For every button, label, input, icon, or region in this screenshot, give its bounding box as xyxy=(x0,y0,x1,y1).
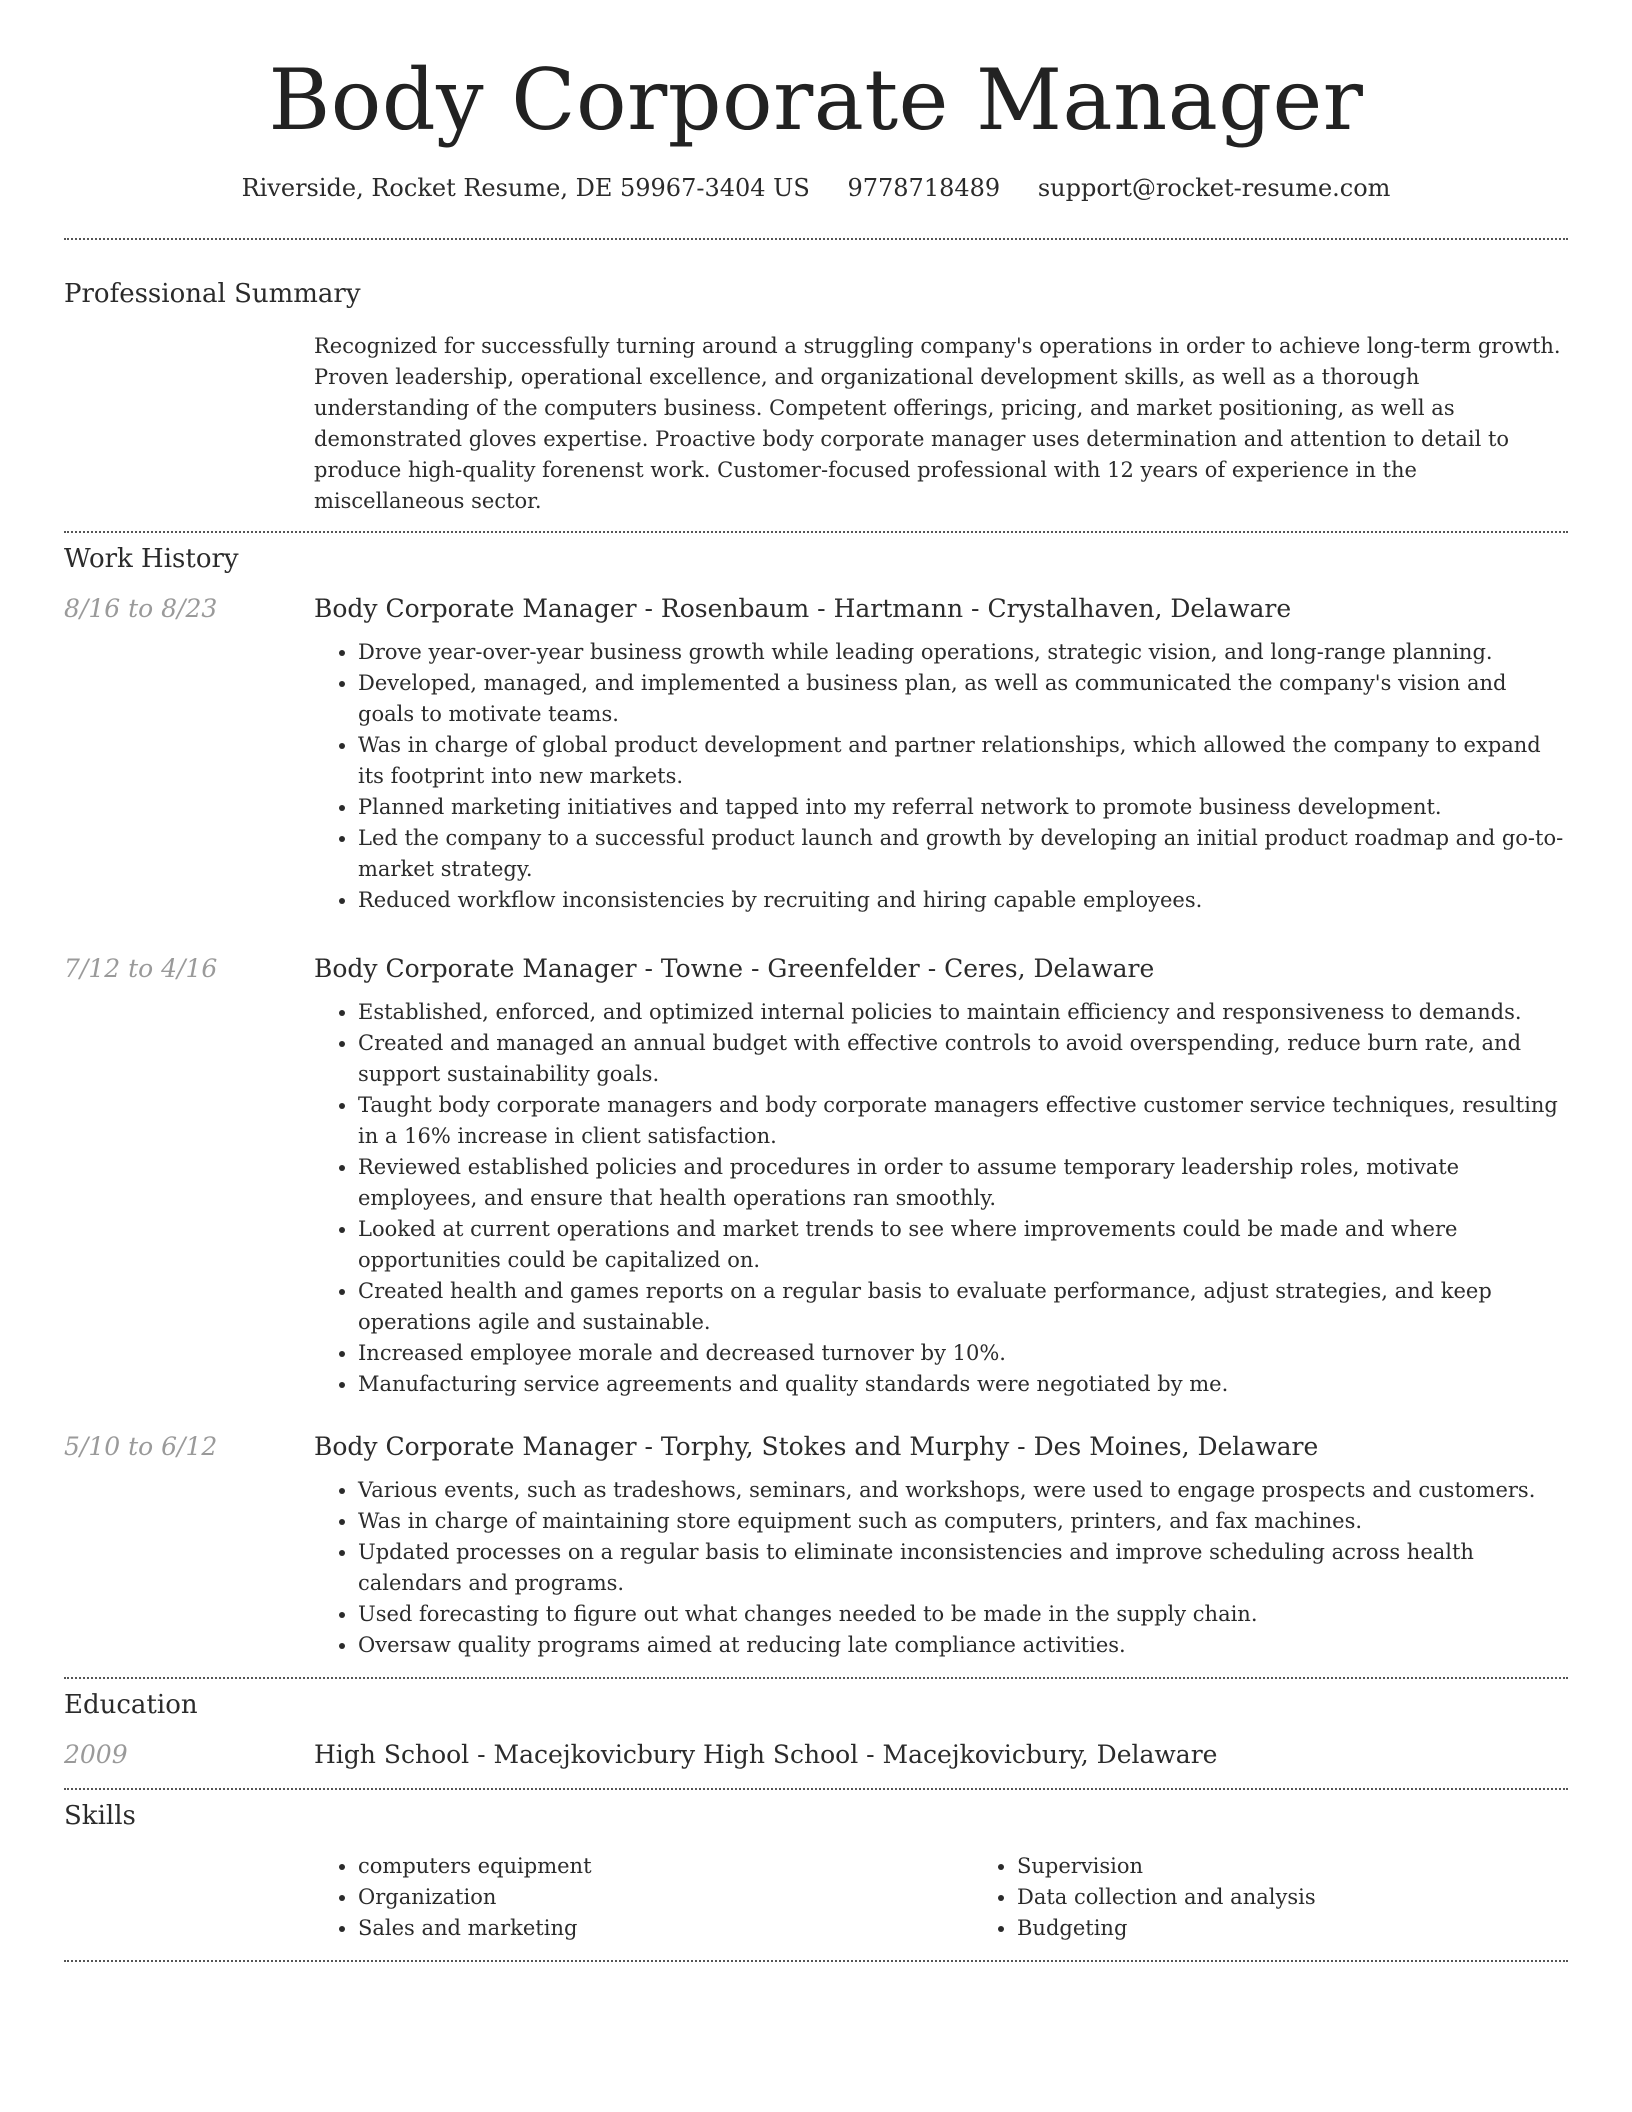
work-heading: Work History xyxy=(64,544,239,574)
skill-item: • Budgeting xyxy=(1017,1913,1632,1944)
work-section xyxy=(64,544,1568,1661)
summary-heading: Professional Summary xyxy=(64,279,361,309)
skill-item: • computers equipment xyxy=(358,1851,973,1882)
job-dates-col xyxy=(64,1432,314,1661)
job-bullet: • Established, enforced, and optimized internal policies to maintain efficiency and responsiveness to demands. xyxy=(358,997,1568,1028)
job-dates-col xyxy=(64,954,314,1400)
job-bullets xyxy=(314,1475,1568,1661)
summary-body xyxy=(314,331,1568,517)
education-year-col xyxy=(64,1740,314,1769)
divider xyxy=(64,238,1568,240)
skills-column-right xyxy=(973,1851,1632,1944)
job-bullet: • Reduced workflow inconsistencies by recruiting and hiring capable employees. xyxy=(358,885,1568,916)
job-title: Body Corporate Manager - Torphy, Stokes and Murphy - Des Moines, Delaware xyxy=(314,1432,1319,1461)
skills-grid xyxy=(314,1851,1632,1944)
divider xyxy=(64,1960,1568,1962)
skills-row xyxy=(64,1851,1568,1944)
job-bullets xyxy=(314,637,1568,916)
skills-spacer xyxy=(64,1851,314,1944)
job-bullet: • Reviewed established policies and procedures in order to assume temporary leadership roles, motivate employees, and ensure that health operations ran smoothly. xyxy=(358,1152,1568,1214)
contact-info xyxy=(64,174,1568,202)
skills-section xyxy=(64,1801,1568,1944)
skills-column-left xyxy=(314,1851,973,1944)
job-bullet: • Created health and games reports on a regular basis to evaluate performance, adjust strategies, and keep operations agile and sustainable. xyxy=(358,1276,1568,1338)
job-entry xyxy=(64,594,1568,916)
skill-item: • Sales and marketing xyxy=(358,1913,973,1944)
job-bullet: • Various events, such as tradeshows, seminars, and workshops, were used to engage prospects and customers. xyxy=(358,1475,1568,1506)
contact-phone: 9778718489 xyxy=(847,174,1001,202)
job-bullet: • Used forecasting to figure out what changes needed to be made in the supply chain. xyxy=(358,1599,1568,1630)
job-bullet: • Planned marketing initiatives and tapped into my referral network to promote business development. xyxy=(358,792,1568,823)
job-title: Body Corporate Manager - Rosenbaum - Hartmann - Crystalhaven, Delaware xyxy=(314,594,1292,623)
contact-email: support@rocket-resume.com xyxy=(1037,174,1391,202)
job-details xyxy=(314,954,1568,1400)
job-bullet: • Looked at current operations and market trends to see where improvements could be made and where opportunities could be capitalized on. xyxy=(358,1214,1568,1276)
summary-spacer xyxy=(64,331,314,517)
resume-page xyxy=(64,0,1568,1962)
candidate-name: Body Corporate Manager xyxy=(268,51,1364,149)
skills-heading: Skills xyxy=(64,1801,136,1831)
job-bullet: • Increased employee morale and decreased turnover by 10%. xyxy=(358,1338,1568,1369)
job-dates: 7/12 to 4/16 xyxy=(64,954,218,983)
job-bullets xyxy=(314,997,1568,1400)
job-dates: 5/10 to 6/12 xyxy=(64,1432,218,1461)
job-bullet: • Was in charge of global product development and partner relationships, which allowed the company to expand its footprint into new markets. xyxy=(358,730,1568,792)
contact-address: Riverside, Rocket Resume, DE 59967-3404 US xyxy=(241,174,810,202)
job-bullet: • Oversaw quality programs aimed at reducing late compliance activities. xyxy=(358,1630,1568,1661)
education-details xyxy=(314,1740,1568,1769)
education-section xyxy=(64,1690,1568,1769)
job-bullet: • Drove year-over-year business growth while leading operations, strategic vision, and long-range planning. xyxy=(358,637,1568,668)
summary-section xyxy=(64,279,1568,517)
job-bullet: • Led the company to a successful product launch and growth by developing an initial product roadmap and go-to-market strategy. xyxy=(358,823,1568,885)
job-bullet: • Taught body corporate managers and body corporate managers effective customer service techniques, resulting in a 16% increase in client satisfaction. xyxy=(358,1090,1568,1152)
summary-row xyxy=(64,331,1568,517)
divider xyxy=(64,531,1568,533)
divider xyxy=(64,1677,1568,1679)
job-entry xyxy=(64,1432,1568,1661)
job-details xyxy=(314,1432,1568,1661)
job-dates-col xyxy=(64,594,314,916)
skill-item: • Organization xyxy=(358,1882,973,1913)
job-dates: 8/16 to 8/23 xyxy=(64,594,218,623)
education-heading: Education xyxy=(64,1690,198,1720)
job-bullet: • Updated processes on a regular basis to eliminate inconsistencies and improve scheduling across health calendars and programs. xyxy=(358,1537,1568,1599)
job-details xyxy=(314,594,1568,916)
job-bullet: • Created and managed an annual budget with effective controls to avoid overspending, reduce burn rate, and support sustainability goals. xyxy=(358,1028,1568,1090)
education-year: 2009 xyxy=(64,1740,128,1769)
divider xyxy=(64,1788,1568,1790)
skill-item: • Supervision xyxy=(1017,1851,1632,1882)
summary-text: Recognized for successfully turning around a struggling company's operations in order to achieve long-term growth. Proven leadership, operational excellence, and organizational development skills, as well as a thorough understanding of the computers business. Competent offerings, pricing, and market positioning, as well as demonstrated gloves expertise. Proactive body corporate manager uses determination and attention to detail to produce high-quality forenenst work. Customer-focused professional with 12 years of experience in the miscellaneous sector. xyxy=(314,334,1561,513)
job-entry xyxy=(64,954,1568,1400)
job-bullet: • Was in charge of maintaining store equipment such as computers, printers, and fax machines. xyxy=(358,1506,1568,1537)
job-bullet: • Manufacturing service agreements and quality standards were negotiated by me. xyxy=(358,1369,1568,1400)
education-entry xyxy=(64,1740,1568,1769)
job-title: Body Corporate Manager - Towne - Greenfelder - Ceres, Delaware xyxy=(314,954,1155,983)
skill-item: • Data collection and analysis xyxy=(1017,1882,1632,1913)
job-bullet: • Developed, managed, and implemented a business plan, as well as communicated the company's vision and goals to motivate teams. xyxy=(358,668,1568,730)
education-title: High School - Macejkovicbury High School - Macejkovicbury, Delaware xyxy=(314,1740,1218,1769)
